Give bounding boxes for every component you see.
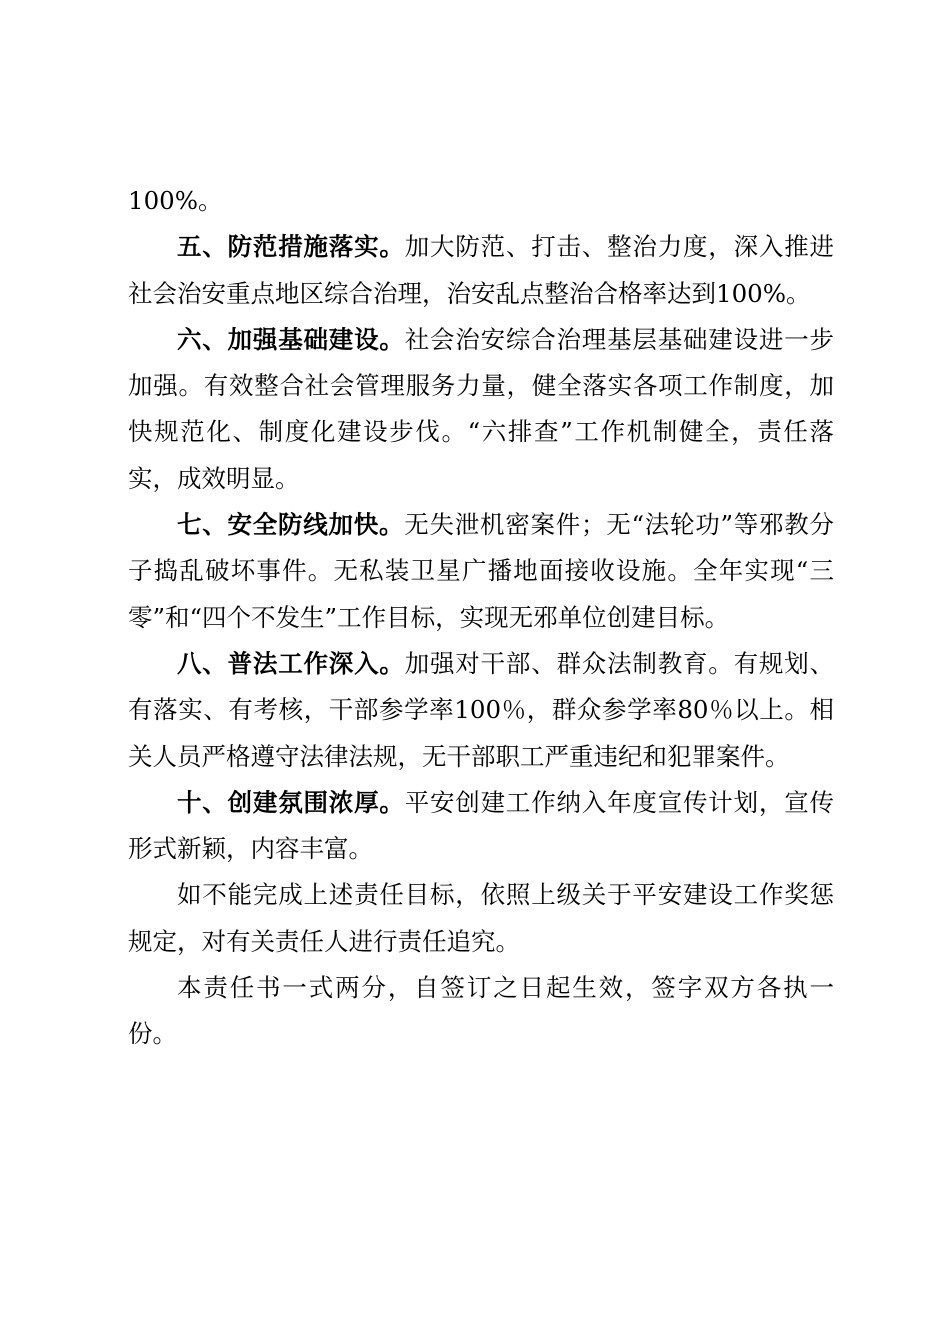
section-heading: 五、防范措施落实。 (177, 232, 405, 262)
paragraph-body: 平安创建工作纳入年度宣传计划，宣传形式新颖，内容丰富。 (128, 787, 835, 864)
paragraph-validity (128, 965, 834, 1058)
paragraph-body: 如不能完成上述责任目标，依照上级关于平安建设工作奖惩规定，对有关责任人进行责任追究。 (128, 880, 834, 956)
paragraph-section-7 (128, 502, 834, 641)
section-heading: 十、创建氛围浓厚。 (177, 787, 405, 817)
document-page (128, 178, 834, 1058)
paragraph-body: 社会治安综合治理基层基础建设进一步加强。有效整合社会管理服务力量，健全落实各项工作制度，加快规范化、制度化建设步伐。“六排查”工作机制健全，责任落实，成效明显。 (128, 324, 835, 493)
paragraph-continuation (128, 178, 834, 224)
paragraph-accountability (128, 872, 834, 965)
paragraph-body: 本责任书一式两分，自签订之日起生效，签字双方各执一份。 (128, 973, 834, 1049)
paragraph-section-8 (128, 641, 834, 780)
section-heading: 六、加强基础建设。 (177, 324, 405, 354)
paragraph-section-5 (128, 224, 834, 317)
paragraph-body: 100%。 (128, 186, 223, 215)
paragraph-body: 加大防范、打击、整治力度，深入推进社会治安重点地区综合治理，治安乱点整治合格率达到100%。 (128, 232, 835, 308)
paragraph-body: 无失泄机密案件；无“法轮功”等邪教分子捣乱破坏事件。无私装卫星广播地面接收设施。全年实现“三零”和“四个不发生”工作目标，实现无邪单位创建目标。 (128, 510, 834, 632)
section-heading: 八、普法工作深入。 (177, 648, 405, 678)
section-heading: 七、安全防线加快。 (177, 510, 405, 540)
paragraph-body: 加强对干部、群众法制教育。有规划、有落实、有考核，干部参学率100％，群众参学率80％以上。相关人员严格遵守法律法规，无干部职工严重违纪和犯罪案件。 (128, 648, 835, 771)
paragraph-section-10 (128, 780, 834, 873)
paragraph-section-6 (128, 317, 834, 502)
